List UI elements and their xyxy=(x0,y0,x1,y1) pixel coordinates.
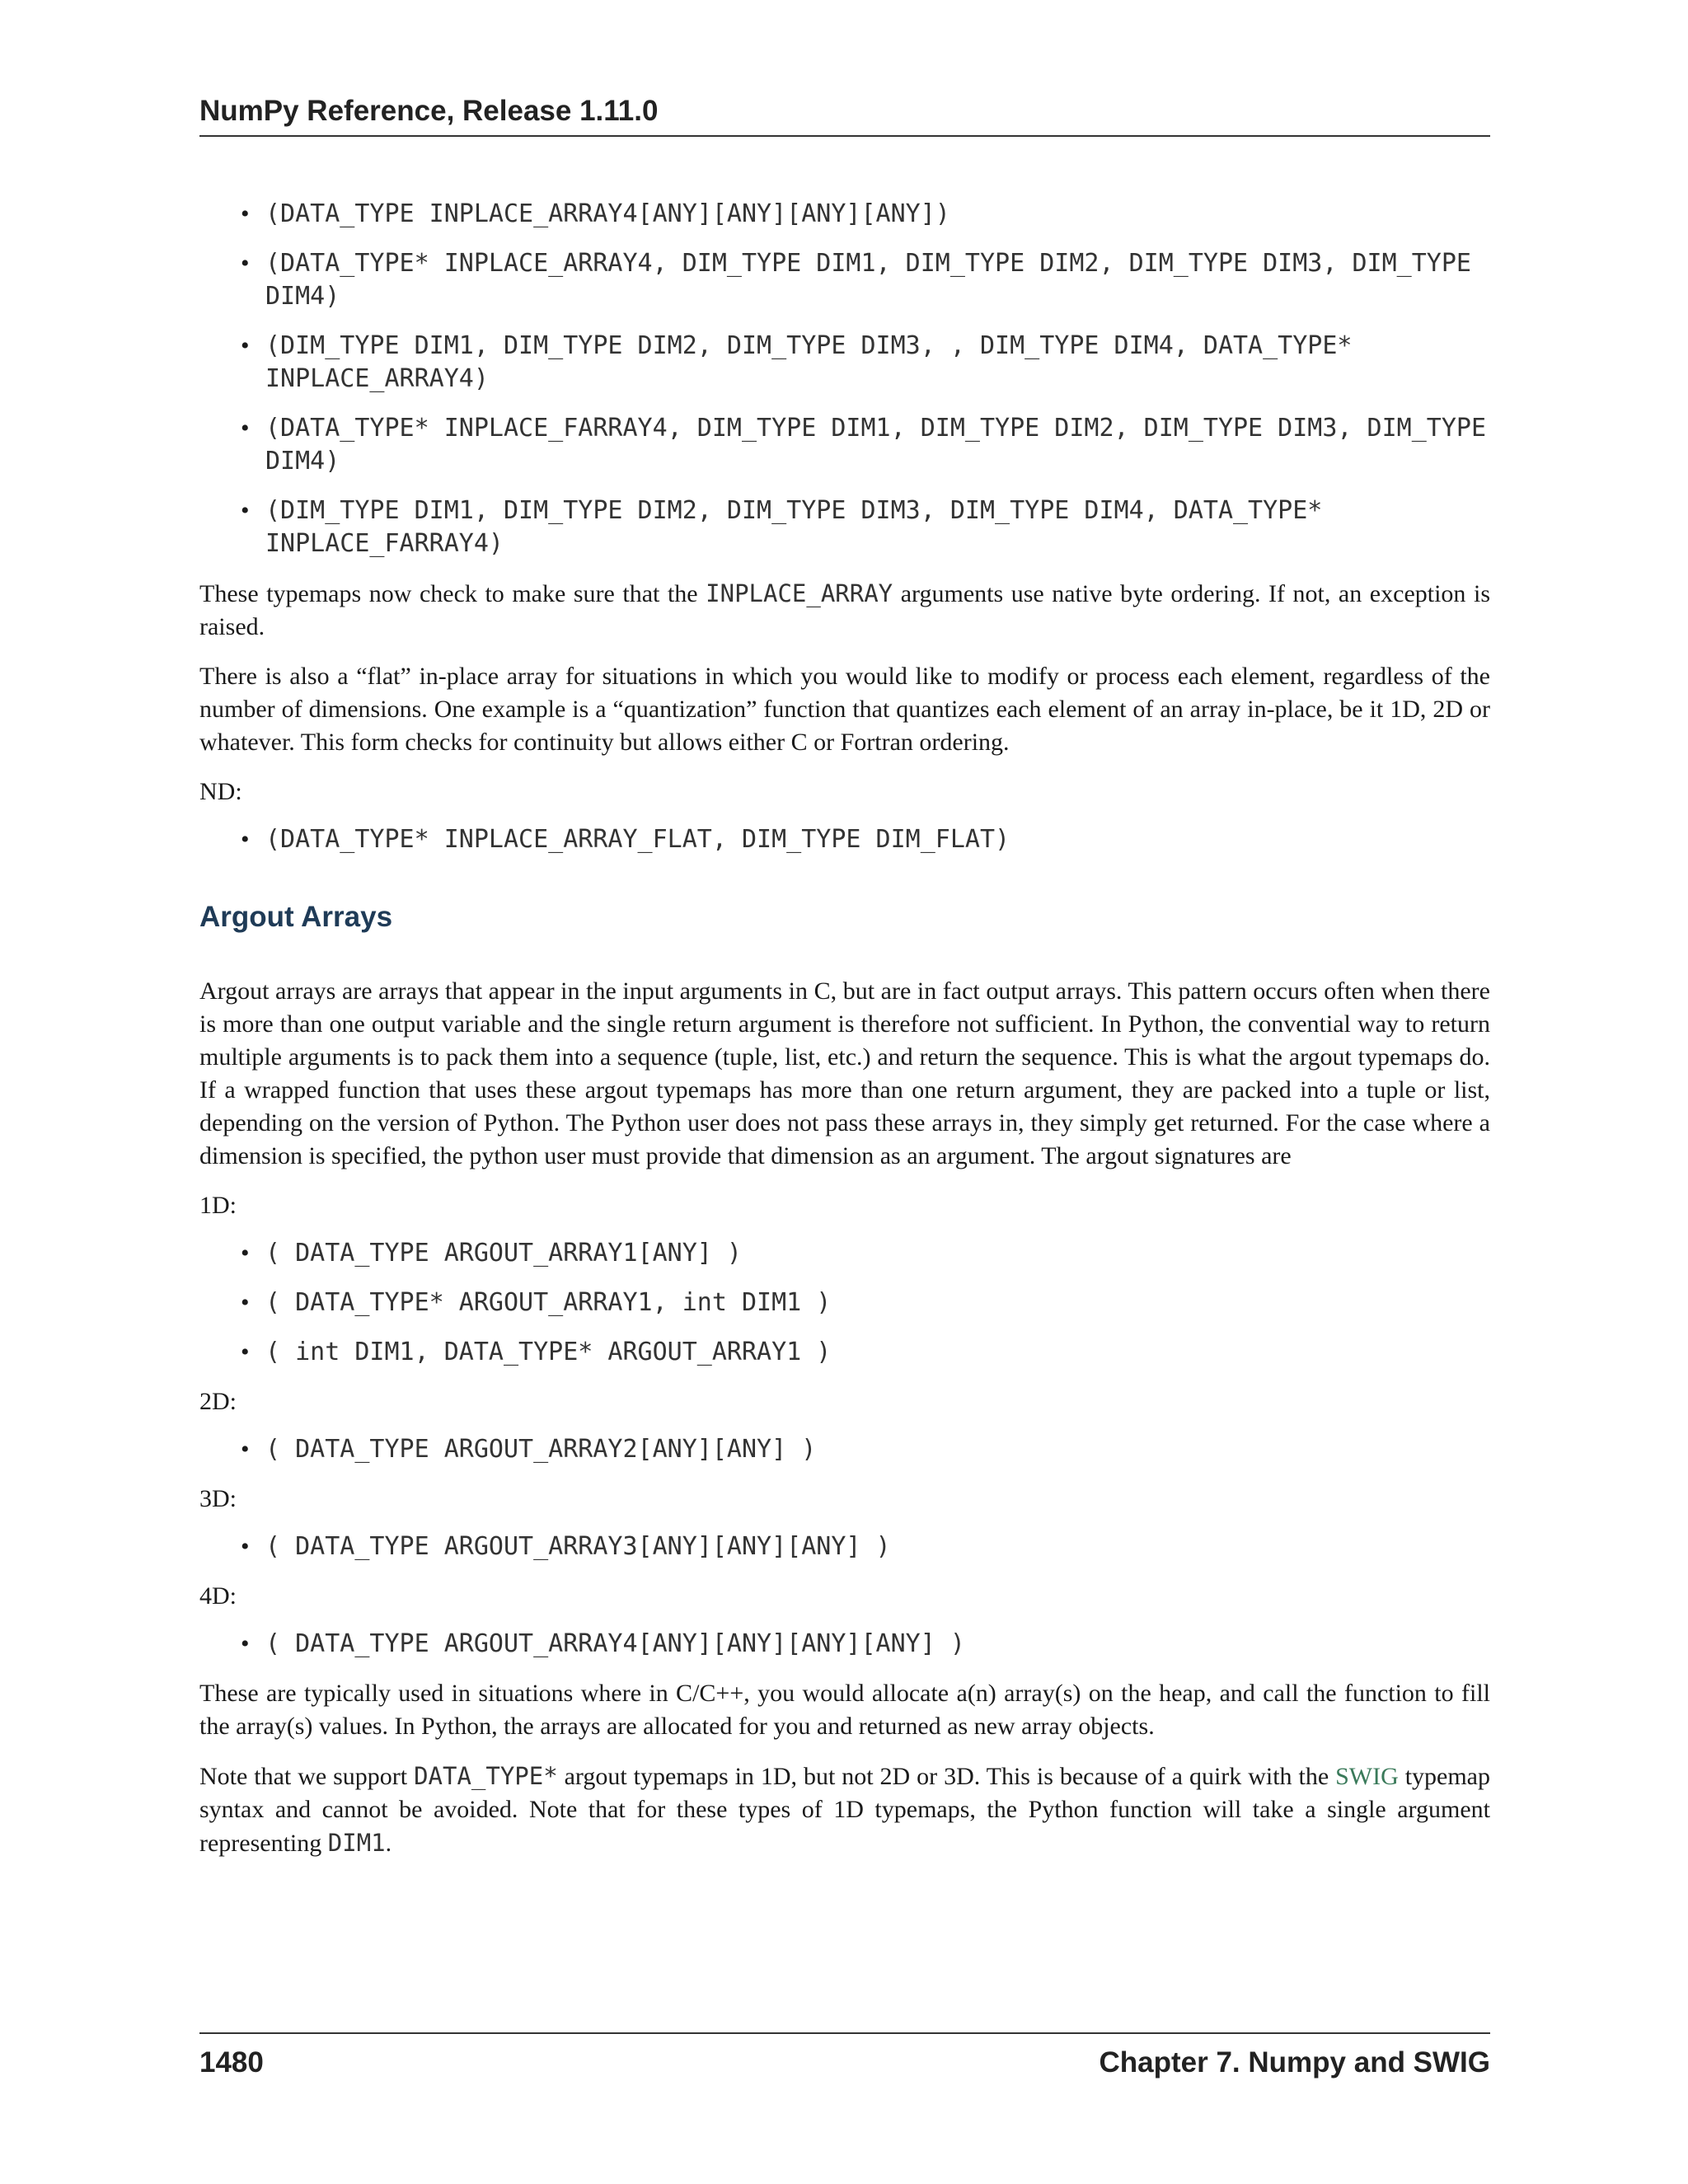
signature-item: • (DATA_TYPE INPLACE_ARRAY4[ANY][ANY][ANY][ANY]) xyxy=(241,198,1490,231)
chapter-title: Chapter 7. Numpy and SWIG xyxy=(1099,2046,1490,2079)
page-content xyxy=(199,198,1490,1877)
signature-item: • ( DATA_TYPE* ARGOUT_ARRAY1, int DIM1 ) xyxy=(241,1286,1490,1319)
swig-note-paragraph: Note that we support DATA_TYPE* argout typemaps in 1D, but not 2D or 3D. This is because of a quirk with the SWIG typemap syntax and cannot be avoided. Note that for these types of 1D typemaps, the Python function will take a single argument representing DIM1. xyxy=(199,1762,1490,1857)
running-footer xyxy=(199,2032,1490,2082)
section-heading: Argout Arrays xyxy=(199,901,393,933)
3d-label: 3D: xyxy=(199,1485,237,1512)
signature-item: • ( DATA_TYPE ARGOUT_ARRAY2[ANY][ANY] ) xyxy=(241,1433,1490,1466)
argout-4d-signature-list xyxy=(199,1628,1490,1661)
inplace-4d-signature-list xyxy=(199,198,1490,560)
heap-allocation-paragraph: These are typically used in situations where in C/C++, you would allocate a(n) array(s) on the heap, and call the function to fill the array(s) values. In Python, the arrays are allocated for you and returned as new array objects. xyxy=(199,1680,1490,1740)
signature-item: • (DIM_TYPE DIM1, DIM_TYPE DIM2, DIM_TYPE DIM3, , DIM_TYPE DIM4, DATA_TYPE* INPLACE_ARRAY4) xyxy=(241,330,1490,396)
argout-2d-signature-list xyxy=(199,1433,1490,1466)
byte-ordering-paragraph: These typemaps now check to make sure that the INPLACE_ARRAY arguments use native byte ordering. If not, an exception is raised. xyxy=(199,579,1490,640)
2d-label: 2D: xyxy=(199,1388,237,1415)
argout-intro-paragraph: Argout arrays are arrays that appear in the input arguments in C, but are in fact output arrays. This pattern occurs often when there is more than one output variable and the single return argument is therefore not sufficient. In Python, the convential way to return multiple arguments is to pack them into a sequence (tuple, list, etc.) and return the sequence. This is what the argout typemaps do. If a wrapped function that uses these argout typemaps has more than one return argument, they are packed into a tuple or list, depending on the version of Python. The Python user does not pass these arrays in, they simply get returned. For the case where a dimension is specified, the python user must provide that dimension as an argument. The argout signatures are xyxy=(199,977,1490,1169)
argout-3d-signature-list xyxy=(199,1530,1490,1563)
signature-item: • ( int DIM1, DATA_TYPE* ARGOUT_ARRAY1 ) xyxy=(241,1336,1490,1369)
signature-item: • (DATA_TYPE* INPLACE_ARRAY4, DIM_TYPE DIM1, DIM_TYPE DIM2, DIM_TYPE DIM3, DIM_TYPE DIM4) xyxy=(241,247,1490,313)
nd-label: ND: xyxy=(199,778,242,805)
inline-code: DIM1 xyxy=(327,1829,386,1857)
argout-1d-signature-list xyxy=(199,1237,1490,1369)
page-number: 1480 xyxy=(199,2046,264,2079)
signature-item: • (DATA_TYPE* INPLACE_FARRAY4, DIM_TYPE DIM1, DIM_TYPE DIM2, DIM_TYPE DIM3, DIM_TYPE DIM4) xyxy=(241,412,1490,478)
swig-link[interactable]: SWIG xyxy=(1335,1763,1399,1790)
flat-array-paragraph: There is also a “flat” in-place array for situations in which you would like to modify or process each element, regardless of the number of dimensions. One example is a “quantization” function that quantizes each element of an array in-place, be it 1D, 2D or whatever. This form checks for continuity but allows either C or Fortran ordering. xyxy=(199,663,1490,756)
signature-item: • ( DATA_TYPE ARGOUT_ARRAY4[ANY][ANY][ANY][ANY] ) xyxy=(241,1628,1490,1661)
signature-item: • (DIM_TYPE DIM1, DIM_TYPE DIM2, DIM_TYPE DIM3, DIM_TYPE DIM4, DATA_TYPE* INPLACE_FARRAY4) xyxy=(241,494,1490,560)
inline-code: INPLACE_ARRAY xyxy=(706,579,893,607)
4d-label: 4D: xyxy=(199,1582,237,1610)
signature-item: • ( DATA_TYPE ARGOUT_ARRAY3[ANY][ANY][ANY] ) xyxy=(241,1530,1490,1563)
signature-item: • ( DATA_TYPE ARGOUT_ARRAY1[ANY] ) xyxy=(241,1237,1490,1270)
running-header xyxy=(199,92,1490,137)
inline-code: DATA_TYPE* xyxy=(414,1762,558,1790)
signature-item: • (DATA_TYPE* INPLACE_ARRAY_FLAT, DIM_TYPE DIM_FLAT) xyxy=(241,823,1490,856)
1d-label: 1D: xyxy=(199,1192,237,1219)
inplace-nd-signature-list xyxy=(199,823,1490,856)
header-title: NumPy Reference, Release 1.11.0 xyxy=(199,95,659,127)
